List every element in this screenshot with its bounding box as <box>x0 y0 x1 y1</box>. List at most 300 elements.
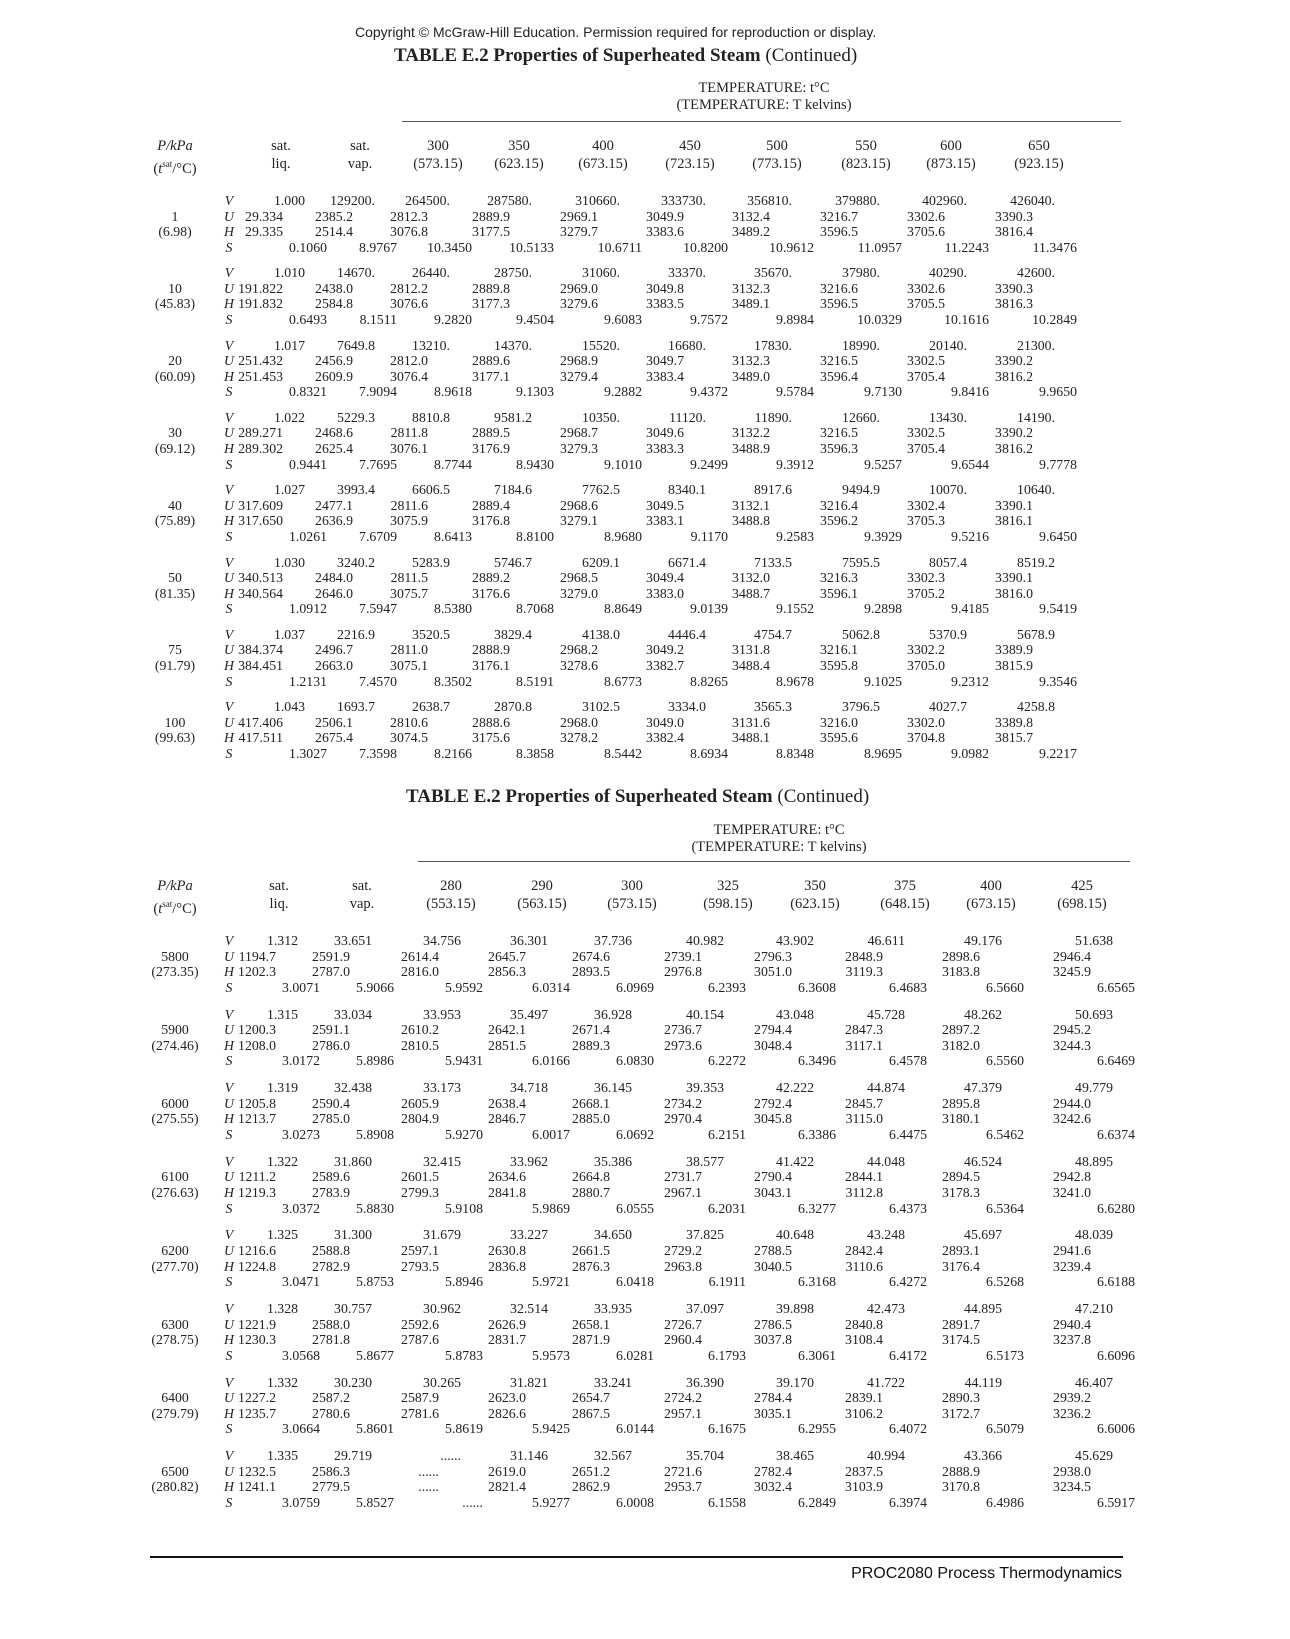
property-symbol-s: S <box>225 456 233 472</box>
column-header-line-2: vap. <box>349 896 375 912</box>
table-cell-value: 31060. <box>582 265 620 281</box>
table-cell-value: 8.5442 <box>604 745 642 761</box>
table-cell-value: 3.0372 <box>282 1200 320 1216</box>
property-symbol-u: U <box>224 642 234 658</box>
table-cell-value: 3489.1 <box>732 296 770 312</box>
table-cell-value: 7762.5 <box>582 482 620 498</box>
table-cell-value: 31.146 <box>510 1448 548 1464</box>
copyright-notice: Copyright © McGraw-Hill Education. Permission required for reproduction or display. <box>355 24 877 40</box>
table-cell-value: 2968.0 <box>560 714 598 730</box>
property-symbol-v: V <box>224 1153 234 1169</box>
table-cell-value: 6.3496 <box>798 1053 836 1069</box>
table-cell-value: 2845.7 <box>845 1095 883 1111</box>
table-cell-value: 1232.5 <box>238 1463 276 1479</box>
table-cell-value: 3076.1 <box>390 441 428 457</box>
table-cell-value: 9.5257 <box>864 456 902 472</box>
table-cell-value: 3390.2 <box>995 353 1033 369</box>
table-cell-value: 6.2272 <box>708 1053 746 1069</box>
property-symbol-u: U <box>224 497 234 513</box>
table-cell-value: 3705.5 <box>907 296 945 312</box>
table-cell-value: 2891.7 <box>942 1316 980 1332</box>
column-header-line-2: (698.15) <box>1057 896 1107 912</box>
table-cell-value: 3705.4 <box>907 368 945 384</box>
table-cell-value: 0.6493 <box>289 312 327 328</box>
table-cell-value: 51.638 <box>1075 933 1113 948</box>
table-cell-value: 39.898 <box>776 1301 814 1316</box>
pressure-cell <box>140 1096 210 1127</box>
table-cell-value: 44.119 <box>964 1374 1002 1390</box>
table-cell-value: 2784.4 <box>754 1390 792 1406</box>
table-cell-value: 8.1511 <box>359 312 397 328</box>
column-header-line-1: 350 <box>804 878 826 894</box>
table-cell-value: 3302.4 <box>907 497 945 513</box>
temperature-column-header <box>587 877 677 913</box>
table-cell-value: 3075.9 <box>390 513 428 529</box>
property-symbol-v: V <box>224 1080 234 1096</box>
table-cell-value: 8.9618 <box>434 384 472 400</box>
table-cell-value: 47.210 <box>1075 1301 1113 1316</box>
column-header-line-1: sat. <box>350 138 370 154</box>
table-cell-value: 6.5660 <box>986 979 1024 995</box>
table-cell-value: 2847.3 <box>845 1022 883 1038</box>
table-cell-value: 48.262 <box>964 1006 1002 1022</box>
column-header-line-1: 325 <box>717 878 739 894</box>
table-cell-value: 9.2882 <box>604 384 642 400</box>
table-cell-value: 1.335 <box>266 1448 298 1464</box>
table-cell-value: 3279.3 <box>560 441 598 457</box>
table-cell-value: 251.432 <box>238 353 283 369</box>
pressure-header-label: P/kPa <box>157 138 193 154</box>
table-cell-value: 3993.4 <box>337 482 375 498</box>
table-cell-value: 3816.2 <box>995 441 1033 457</box>
table-cell-value: 3383.5 <box>646 296 684 312</box>
column-header-line-1: 400 <box>980 878 1002 894</box>
temperature-column-header <box>821 137 911 173</box>
table-cell-value: 2811.6 <box>390 497 428 513</box>
table-cell-value: 3131.6 <box>732 714 770 730</box>
table-cell-value: 5.9066 <box>356 979 394 995</box>
temperature-column-header <box>497 877 587 913</box>
property-symbol-v: V <box>224 409 234 425</box>
table-cell-value: 426040. <box>1010 193 1055 208</box>
table-cell-value: 3278.2 <box>560 730 598 746</box>
property-symbol-u: U <box>224 1022 234 1038</box>
table-cell-value: 2506.1 <box>315 714 353 730</box>
pressure-cell <box>140 1243 210 1274</box>
table-cell-value: 333730. <box>661 193 706 208</box>
table-cell-value: 2967.1 <box>664 1184 702 1200</box>
column-header-line-2: (648.15) <box>880 896 930 912</box>
table-cell-value: 2968.7 <box>560 425 598 441</box>
table-cell-value: 13430. <box>929 409 967 425</box>
table-cell-value: 6.0314 <box>532 979 570 995</box>
property-symbol-h: H <box>224 224 234 240</box>
footer-course-label: PROC2080 Process Thermodynamics <box>851 1565 1122 1582</box>
sat-liq-column-header <box>234 877 324 913</box>
pressure-value: 6200 <box>161 1242 189 1258</box>
table-cell-value: 2736.7 <box>664 1022 702 1038</box>
table-cell-value: 30.962 <box>423 1301 461 1316</box>
pressure-value: 100 <box>164 714 186 730</box>
table-cell-value: 1.312 <box>266 933 298 948</box>
table-cell-value: 1.000 <box>273 193 305 208</box>
table-cell-value: 3.0071 <box>282 979 320 995</box>
table-cell-value: 41.722 <box>867 1374 905 1390</box>
table-cell-value: 3049.5 <box>646 497 684 513</box>
table-cell-value: 3596.1 <box>820 585 858 601</box>
table-cell-value: 8.9678 <box>776 673 814 689</box>
table-cell-value: 40.154 <box>686 1006 724 1022</box>
table-cell-value: 1.043 <box>273 699 305 715</box>
table-cell-value: 5.9573 <box>532 1347 570 1363</box>
table-cell-value: 2779.5 <box>312 1479 350 1495</box>
table-cell-value: 26440. <box>412 265 450 281</box>
table-cell-value: 3383.6 <box>646 224 684 240</box>
table-cell-value: 10070. <box>929 482 967 498</box>
pressure-cell <box>140 642 210 673</box>
table-cell-value: 33.651 <box>334 933 372 948</box>
table-cell-value: 38.577 <box>686 1153 724 1169</box>
table-cell-value: 6.4272 <box>889 1274 927 1290</box>
column-header-line-2: liq. <box>271 156 291 172</box>
table-cell-value: 3051.0 <box>754 964 792 980</box>
table-cell-value: 1241.1 <box>238 1479 276 1495</box>
table-cell-value: 6.3277 <box>798 1200 836 1216</box>
table-cell-value: 3076.8 <box>390 224 428 240</box>
table-cell-value: 3302.6 <box>907 208 945 224</box>
table-cell-value: 40.982 <box>686 933 724 948</box>
table-cell-value: 2968.2 <box>560 642 598 658</box>
property-symbol-h: H <box>224 1111 234 1127</box>
pressure-value: 10 <box>168 280 182 296</box>
property-symbol-s: S <box>225 1126 233 1142</box>
property-symbol-h: H <box>224 296 234 312</box>
table-cell-value: 6209.1 <box>582 554 620 570</box>
table-cell-value: 3239.4 <box>1053 1258 1091 1274</box>
table-cell-value: 3389.8 <box>995 714 1033 730</box>
table-cell-value: 3705.0 <box>907 657 945 673</box>
pressure-header-label: P/kPa <box>157 878 193 894</box>
table-cell-value: 6.0555 <box>616 1200 654 1216</box>
table-cell-value: 3.0273 <box>282 1126 320 1142</box>
table-cell-value: 2968.9 <box>560 353 598 369</box>
table-cell-value: 44.874 <box>867 1080 905 1096</box>
table-cell-value: 3216.6 <box>820 280 858 296</box>
table-cell-value: 2889.8 <box>472 280 510 296</box>
table-cell-value: 6.4986 <box>986 1494 1024 1510</box>
pressure-column-header <box>140 137 210 178</box>
table-cell-value: 2619.0 <box>488 1463 526 1479</box>
temperature-column-header <box>558 137 648 173</box>
table-cell-value: 3596.4 <box>820 368 858 384</box>
table-cell-value: 32.438 <box>334 1080 372 1096</box>
table-cell-value: 9.2583 <box>776 528 814 544</box>
table-cell-value: 0.8321 <box>289 384 327 400</box>
table-cell-value: 2588.0 <box>312 1316 350 1332</box>
table-cell-value: 3705.4 <box>907 441 945 457</box>
table-cell-value: 5746.7 <box>494 554 532 570</box>
table-cell-value: 30.757 <box>334 1301 372 1316</box>
property-symbol-u: U <box>224 1390 234 1406</box>
table-cell-value: 45.728 <box>867 1006 905 1022</box>
pressure-cell <box>140 1022 210 1053</box>
temperature-column-header <box>393 137 483 173</box>
property-symbol-v: V <box>224 1301 234 1316</box>
table-cell-value: 2781.8 <box>312 1332 350 1348</box>
pressure-row-group <box>0 1080 1290 1144</box>
pressure-row-group <box>0 410 1290 474</box>
table-cell-value: 2625.4 <box>315 441 353 457</box>
pressure-row-group <box>0 933 1290 997</box>
table-cell-value: 3040.5 <box>754 1258 792 1274</box>
table-cell-value: 3132.2 <box>732 425 770 441</box>
pressure-value: 6100 <box>161 1169 189 1185</box>
table-cell-value: 33.227 <box>510 1227 548 1243</box>
column-header-line-2: (623.15) <box>790 896 840 912</box>
table-cell-value: 14190. <box>1017 409 1055 425</box>
table-cell-value: 2963.8 <box>664 1258 702 1274</box>
table-cell-value: 3390.3 <box>995 280 1033 296</box>
table-cell-value: 3076.4 <box>390 368 428 384</box>
pressure-cell <box>140 1317 210 1348</box>
table-cell-value: 1693.7 <box>337 699 375 715</box>
table-cell-value: 36.390 <box>686 1374 724 1390</box>
table-cell-value: 5.9108 <box>445 1200 483 1216</box>
table-cell-value: 2812.3 <box>390 208 428 224</box>
table-cell-value: 9.3912 <box>776 456 814 472</box>
table-cell-value: 8.8649 <box>604 601 642 617</box>
table-cell-value: 3244.3 <box>1053 1037 1091 1053</box>
table-cell-value: 2675.4 <box>315 730 353 746</box>
table-2-header-rule <box>418 861 1130 862</box>
property-symbol-h: H <box>224 1332 234 1348</box>
table-cell-value: 6606.5 <box>412 482 450 498</box>
table-cell-value: 2786.5 <box>754 1316 792 1332</box>
table-cell-value: 2664.8 <box>572 1169 610 1185</box>
table-cell-value: 3302.5 <box>907 425 945 441</box>
table-cell-value: 191.822 <box>238 280 283 296</box>
table-cell-value: 3565.3 <box>754 699 792 715</box>
table-cell-value: 3.0568 <box>282 1347 320 1363</box>
table-cell-value: 2588.8 <box>312 1242 350 1258</box>
table-cell-value: 6.5268 <box>986 1274 1024 1290</box>
column-header-line-1: 375 <box>894 878 916 894</box>
table-cell-value: 2893.1 <box>942 1242 980 1258</box>
table-cell-value: 10.5133 <box>509 239 554 255</box>
table-cell-value: 3705.2 <box>907 585 945 601</box>
table-cell-value: 2610.2 <box>401 1022 439 1038</box>
table-cell-value: 11.3476 <box>1032 239 1077 255</box>
table-cell-value: 3216.1 <box>820 642 858 658</box>
table-cell-value: 2591.9 <box>312 948 350 964</box>
table-cell-value: 11.0957 <box>857 239 902 255</box>
table-cell-value: 5.8946 <box>445 1274 483 1290</box>
table-cell-value: 2739.1 <box>664 948 702 964</box>
table-cell-value: ...... <box>462 1494 483 1510</box>
table-cell-value: 8.6413 <box>434 528 472 544</box>
table-cell-value: 2894.5 <box>942 1169 980 1185</box>
table-cell-value: 6.4172 <box>889 1347 927 1363</box>
table-cell-value: 1194.7 <box>238 948 276 964</box>
table-cell-value: 1.027 <box>273 482 305 498</box>
table-cell-value: 2969.0 <box>560 280 598 296</box>
table-cell-value: 2456.9 <box>315 353 353 369</box>
table-cell-value: 1213.7 <box>238 1111 276 1127</box>
table-cell-value: 2782.4 <box>754 1463 792 1479</box>
table-cell-value: 2642.1 <box>488 1022 526 1038</box>
table-cell-value: 9.6544 <box>951 456 989 472</box>
table-cell-value: 3234.5 <box>1053 1479 1091 1495</box>
table-cell-value: 2514.4 <box>315 224 353 240</box>
table-cell-value: 42600. <box>1017 265 1055 281</box>
table-cell-value: 2799.3 <box>401 1184 439 1200</box>
table-cell-value: 3106.2 <box>845 1405 883 1421</box>
table-cell-value: 9.2499 <box>690 456 728 472</box>
table-cell-value: 191.832 <box>238 296 283 312</box>
table-cell-value: 2671.4 <box>572 1022 610 1038</box>
table-cell-value: 8.6934 <box>690 745 728 761</box>
table-cell-value: 3334.0 <box>668 699 706 715</box>
pressure-cell <box>140 498 210 529</box>
property-symbol-u: U <box>224 570 234 586</box>
table-cell-value: 9.6083 <box>604 312 642 328</box>
table-cell-value: 36.928 <box>594 1006 632 1022</box>
table-cell-value: 9.5216 <box>951 528 989 544</box>
table-cell-value: 46.611 <box>867 933 905 948</box>
table-cell-value: 2839.1 <box>845 1390 883 1406</box>
pressure-row-group <box>0 1301 1290 1365</box>
table-cell-value: 9.1170 <box>690 528 728 544</box>
table-cell-value: 30.265 <box>423 1374 461 1390</box>
table-cell-value: 1235.7 <box>238 1405 276 1421</box>
table-cell-value: 2812.0 <box>390 353 428 369</box>
saturation-temperature: (274.46) <box>151 1037 199 1053</box>
table-cell-value: 3302.2 <box>907 642 945 658</box>
column-header-line-1: sat. <box>352 878 372 894</box>
table-cell-value: 31.821 <box>510 1374 548 1390</box>
table-cell-value: 6.3608 <box>798 979 836 995</box>
table-cell-value: 6.2393 <box>708 979 746 995</box>
table-cell-value: 6.5917 <box>1097 1494 1135 1510</box>
table-cell-value: 3302.5 <box>907 353 945 369</box>
column-header-line-1: 280 <box>440 878 462 894</box>
table-cell-value: 17830. <box>754 337 792 353</box>
table-cell-value: 2788.5 <box>754 1242 792 1258</box>
property-symbol-v: V <box>224 482 234 498</box>
table-cell-value: 3488.9 <box>732 441 770 457</box>
table-cell-value: 9.7572 <box>690 312 728 328</box>
table-cell-value: 10350. <box>582 409 620 425</box>
table-cell-value: 6.2955 <box>798 1421 836 1437</box>
table-cell-value: 3049.2 <box>646 642 684 658</box>
property-symbol-s: S <box>225 979 233 995</box>
table-cell-value: 3383.1 <box>646 513 684 529</box>
table-cell-value: 2787.0 <box>312 964 350 980</box>
table-cell-value: 264500. <box>405 193 450 208</box>
table-cell-value: 3132.3 <box>732 353 770 369</box>
pressure-value: 30 <box>168 425 182 441</box>
pressure-value: 6300 <box>161 1316 189 1332</box>
property-symbol-v: V <box>224 1448 234 1464</box>
table-cell-value: 2870.8 <box>494 699 532 715</box>
table-cell-value: 287580. <box>487 193 532 208</box>
table-cell-value: 9.2312 <box>951 673 989 689</box>
table-cell-value: 2957.1 <box>664 1405 702 1421</box>
table-cell-value: 34.650 <box>594 1227 632 1243</box>
pressure-value: 75 <box>168 642 182 658</box>
table-cell-value: 1.017 <box>273 337 305 353</box>
table-cell-value: 4754.7 <box>754 626 792 642</box>
saturation-temperature: (276.63) <box>151 1184 199 1200</box>
table-cell-value: 2976.8 <box>664 964 702 980</box>
table-cell-value: 2895.8 <box>942 1095 980 1111</box>
table-cell-value: 9.7130 <box>864 384 902 400</box>
table-cell-value: 2844.1 <box>845 1169 883 1185</box>
table-cell-value: 3488.1 <box>732 730 770 746</box>
table-cell-value: 40.994 <box>867 1448 905 1464</box>
table-cell-value: 3216.3 <box>820 570 858 586</box>
column-header-line-2: (873.15) <box>926 156 976 172</box>
property-symbol-v: V <box>224 265 234 281</box>
property-symbol-s: S <box>225 1494 233 1510</box>
table-cell-value: 2658.1 <box>572 1316 610 1332</box>
table-cell-value: 6.6006 <box>1097 1421 1135 1437</box>
table-cell-value: 317.650 <box>238 513 283 529</box>
column-header-line-2: (773.15) <box>752 156 802 172</box>
table-cell-value: 3049.7 <box>646 353 684 369</box>
property-symbol-s: S <box>225 528 233 544</box>
saturation-temperature: (275.55) <box>151 1111 199 1127</box>
property-symbol-h: H <box>224 585 234 601</box>
table-cell-value: 39.170 <box>776 1374 814 1390</box>
table-cell-value: 35.386 <box>594 1153 632 1169</box>
table-cell-value: 3132.3 <box>732 280 770 296</box>
table-cell-value: 8.5191 <box>516 673 554 689</box>
property-symbol-u: U <box>224 1169 234 1185</box>
table-cell-value: 2646.0 <box>315 585 353 601</box>
pressure-cell <box>140 949 210 980</box>
pressure-row-group <box>0 482 1290 546</box>
table-1-title: TABLE E.2 Properties of Superheated Steam (Continued) <box>394 45 858 66</box>
table-cell-value: 5.8783 <box>445 1347 483 1363</box>
table-cell-value: 3178.3 <box>942 1184 980 1200</box>
table-cell-value: 5.8908 <box>356 1126 394 1142</box>
table-cell-value: 0.1060 <box>289 239 327 255</box>
footer-rule <box>150 1556 1123 1558</box>
table-cell-value: 7133.5 <box>754 554 792 570</box>
table-cell-value: 3132.4 <box>732 208 770 224</box>
table-cell-value: 2734.2 <box>664 1095 702 1111</box>
table-cell-value: 2794.4 <box>754 1022 792 1038</box>
property-symbol-s: S <box>225 1274 233 1290</box>
table-cell-value: 3.0664 <box>282 1421 320 1437</box>
table-cell-value: 3390.2 <box>995 425 1033 441</box>
table-cell-value: 1.030 <box>273 554 305 570</box>
table-cell-value: 3075.7 <box>390 585 428 601</box>
table-cell-value: 5.9431 <box>445 1053 483 1069</box>
table-cell-value: 8917.6 <box>754 482 792 498</box>
table-cell-value: 2623.0 <box>488 1390 526 1406</box>
table-cell-value: 3176.4 <box>942 1258 980 1274</box>
table-cell-value: 2973.6 <box>664 1037 702 1053</box>
table-cell-value: 9.1552 <box>776 601 814 617</box>
table-cell-value: 2587.2 <box>312 1390 350 1406</box>
table-cell-value: 2939.2 <box>1053 1390 1091 1406</box>
table-cell-value: 3389.9 <box>995 642 1033 658</box>
table-cell-value: 18990. <box>842 337 880 353</box>
table-cell-value: 9.0139 <box>690 601 728 617</box>
table-cell-value: 9.4504 <box>516 312 554 328</box>
